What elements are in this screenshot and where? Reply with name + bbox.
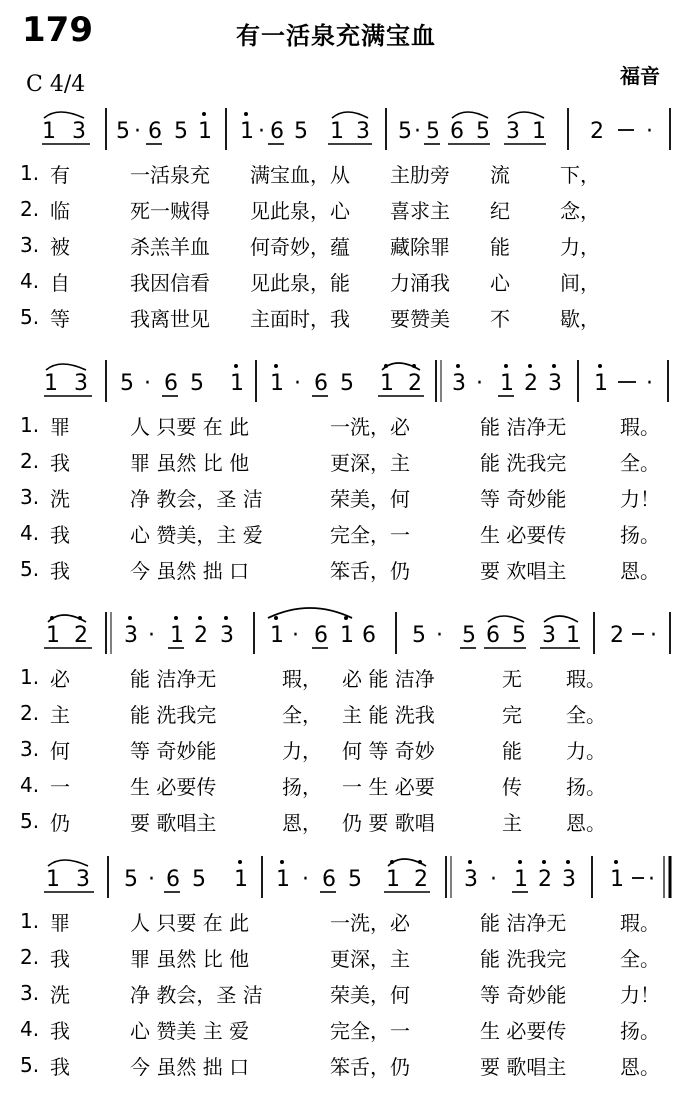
svg-text:2: 2 xyxy=(538,867,552,892)
svg-text:5: 5 xyxy=(348,867,362,892)
svg-text:5: 5 xyxy=(190,371,204,396)
svg-text:5: 5 xyxy=(512,623,526,648)
svg-text:5: 5 xyxy=(398,119,412,144)
svg-text:·: · xyxy=(292,623,299,648)
notation-line-1 xyxy=(0,100,700,160)
lyric-row: 5. 仍 要 歌唱主 恩， 仍 要 歌唱 主 恩。 xyxy=(20,809,606,835)
svg-text:1: 1 xyxy=(270,623,284,648)
notation-line-2 xyxy=(0,352,700,412)
svg-text:3: 3 xyxy=(220,623,234,648)
lyric-row: 3. 洗 净 教会，圣 洁 荣美，何 等 奇妙能 力！ xyxy=(20,485,660,511)
notation-line-4 xyxy=(0,848,700,908)
svg-text:·: · xyxy=(646,371,653,396)
svg-text:·: · xyxy=(144,371,151,396)
svg-text:1: 1 xyxy=(514,867,528,892)
svg-text:1: 1 xyxy=(532,119,546,144)
svg-text:1: 1 xyxy=(594,371,608,396)
svg-text:2: 2 xyxy=(74,623,88,648)
svg-text:2: 2 xyxy=(590,119,604,144)
svg-text:1: 1 xyxy=(198,119,212,144)
lyric-row: 4. 我 心 赞美，主 爱 完全，一 生 必要传 扬。 xyxy=(20,521,660,547)
svg-text:6: 6 xyxy=(270,119,284,144)
lyric-row: 2. 我 罪 虽然 比 他 更深，主 能 洗我完 全。 xyxy=(20,945,660,971)
svg-text:·: · xyxy=(648,867,655,892)
svg-text:6: 6 xyxy=(314,371,328,396)
svg-text:5: 5 xyxy=(116,119,130,144)
svg-text:3: 3 xyxy=(542,623,556,648)
svg-text:2: 2 xyxy=(610,623,624,648)
svg-text:1: 1 xyxy=(330,119,344,144)
svg-text:1: 1 xyxy=(42,119,56,144)
svg-text:5: 5 xyxy=(476,119,490,144)
key-time-signature: C 4/4 xyxy=(26,72,86,97)
svg-text:3: 3 xyxy=(548,371,562,396)
svg-text:6: 6 xyxy=(322,867,336,892)
lyric-row: 1. 必 能 洁净无 瑕， 必 能 洁净 无 瑕。 xyxy=(20,665,606,691)
svg-text:2: 2 xyxy=(408,371,422,396)
lyric-row: 2. 我 罪 虽然 比 他 更深，主 能 洗我完 全。 xyxy=(20,449,660,475)
music-system-1 xyxy=(0,100,700,340)
svg-text:1: 1 xyxy=(610,867,624,892)
lyric-row: 4. 我 心 赞美 主 爱 完全，一 生 必要传 扬。 xyxy=(20,1017,660,1043)
svg-text:·: · xyxy=(148,623,155,648)
svg-text:1: 1 xyxy=(386,867,400,892)
svg-text:6: 6 xyxy=(166,867,180,892)
svg-text:1: 1 xyxy=(46,623,60,648)
lyric-row: 4. 一 生 必要传 扬， 一 生 必要 传 扬。 xyxy=(20,773,606,799)
lyric-row: 5. 我 今 虽然 拙 口 笨舌，仍 要 歌唱主 恩。 xyxy=(20,1053,660,1079)
svg-text:6: 6 xyxy=(148,119,162,144)
svg-text:·: · xyxy=(148,867,155,892)
svg-text:6: 6 xyxy=(362,623,376,648)
music-system-3 xyxy=(0,604,700,844)
svg-text:6: 6 xyxy=(314,623,328,648)
lyric-row: 1. 罪 人 只要 在 此 一洗，必 能 洁净无 瑕。 xyxy=(20,909,660,935)
svg-text:3: 3 xyxy=(562,867,576,892)
svg-text:·: · xyxy=(414,119,421,144)
svg-text:·: · xyxy=(646,119,653,144)
lyric-row: 4. 自 我因信看 见此泉，能 力涌我 心 间， xyxy=(20,269,600,295)
music-system-4 xyxy=(0,848,700,1088)
lyric-row: 2. 临 死一贼得 见此泉，心 喜求主 纪 念， xyxy=(20,197,600,223)
svg-text:1: 1 xyxy=(500,371,514,396)
svg-text:·: · xyxy=(294,371,301,396)
svg-text:1: 1 xyxy=(44,371,58,396)
svg-text:1: 1 xyxy=(566,623,580,648)
lyric-row: 1. 罪 人 只要 在 此 一洗，必 能 洁净无 瑕。 xyxy=(20,413,660,439)
svg-text:3: 3 xyxy=(72,119,86,144)
svg-text:3: 3 xyxy=(452,371,466,396)
svg-text:6: 6 xyxy=(450,119,464,144)
hymn-title: 有一活泉充满宝血 xyxy=(236,22,436,50)
svg-text:2: 2 xyxy=(194,623,208,648)
lyric-row: 5. 我 今 虽然 拙 口 笨舌，仍 要 欢唱主 恩。 xyxy=(20,557,660,583)
svg-text:1: 1 xyxy=(46,867,60,892)
svg-text:5: 5 xyxy=(340,371,354,396)
svg-text:5: 5 xyxy=(174,119,188,144)
svg-text:2: 2 xyxy=(524,371,538,396)
svg-text:5: 5 xyxy=(294,119,308,144)
svg-text:1: 1 xyxy=(340,623,354,648)
svg-text:5: 5 xyxy=(120,371,134,396)
svg-text:·: · xyxy=(134,119,141,144)
music-system-2 xyxy=(0,352,700,592)
hymn-number: 179 xyxy=(22,10,93,50)
lyric-row: 3. 何 等 奇妙能 力， 何 等 奇妙 能 力。 xyxy=(20,737,606,763)
notation-line-3 xyxy=(0,604,700,664)
hymn-source: 福音 xyxy=(620,64,660,88)
lyric-row: 3. 洗 净 教会，圣 洁 荣美，何 等 奇妙能 力！ xyxy=(20,981,660,1007)
svg-text:3: 3 xyxy=(124,623,138,648)
svg-text:1: 1 xyxy=(276,867,290,892)
lyric-row: 3. 被 杀羔羊血 何奇妙，蕴 藏除罪 能 力， xyxy=(20,233,600,259)
svg-text:3: 3 xyxy=(464,867,478,892)
svg-text:3: 3 xyxy=(356,119,370,144)
svg-text:1: 1 xyxy=(380,371,394,396)
svg-text:1: 1 xyxy=(270,371,284,396)
lyric-row: 2. 主 能 洗我完 全， 主 能 洗我 完 全。 xyxy=(20,701,606,727)
svg-text:·: · xyxy=(258,119,265,144)
svg-text:3: 3 xyxy=(506,119,520,144)
svg-text:1: 1 xyxy=(240,119,254,144)
svg-text:1: 1 xyxy=(170,623,184,648)
svg-text:1: 1 xyxy=(234,867,248,892)
svg-text:1: 1 xyxy=(230,371,244,396)
lyric-row: 1. 有 一活泉充 满宝血，从 主肋旁 流 下， xyxy=(20,161,600,187)
svg-text:·: · xyxy=(436,623,443,648)
svg-text:·: · xyxy=(650,623,657,648)
svg-text:5: 5 xyxy=(426,119,440,144)
svg-text:5: 5 xyxy=(462,623,476,648)
svg-text:2: 2 xyxy=(414,867,428,892)
svg-text:6: 6 xyxy=(486,623,500,648)
svg-text:·: · xyxy=(302,867,309,892)
lyric-row: 5. 等 我离世见 主面时，我 要赞美 不 歇， xyxy=(20,305,600,331)
svg-text:5: 5 xyxy=(192,867,206,892)
svg-text:3: 3 xyxy=(74,371,88,396)
svg-text:6: 6 xyxy=(164,371,178,396)
svg-text:5: 5 xyxy=(412,623,426,648)
svg-text:3: 3 xyxy=(76,867,90,892)
svg-text:·: · xyxy=(476,371,483,396)
svg-text:·: · xyxy=(490,867,497,892)
svg-text:5: 5 xyxy=(124,867,138,892)
